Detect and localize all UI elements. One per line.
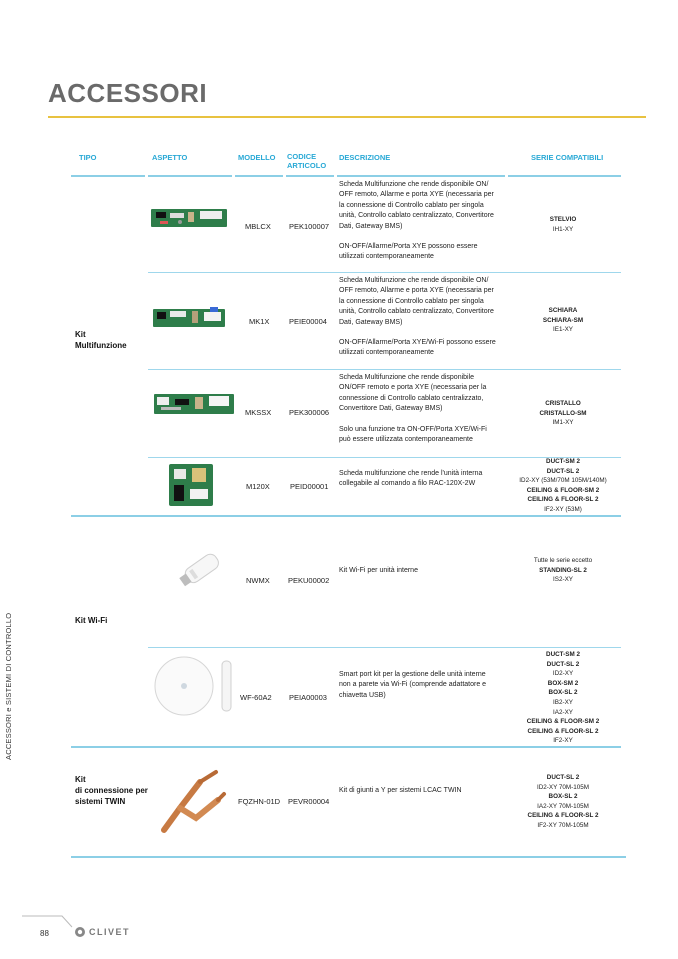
row-7-modello: FQZHN-01D <box>238 797 281 806</box>
mk1x-board-image <box>152 306 226 330</box>
row-4-codice: PEID00001 <box>290 482 329 491</box>
header-aspetto: ASPETTO <box>152 153 188 162</box>
row-5-serie: Tutte le serie eccetto STANDING-SL 2 IS2-XY <box>533 557 593 584</box>
row-divider <box>148 369 621 370</box>
header-serie: SERIE COMPATIBILI <box>531 153 604 162</box>
mblcx-board-image <box>150 207 228 229</box>
row-divider <box>148 647 621 648</box>
row-1-serie: STELVIO IH1-XY <box>549 216 577 233</box>
row-2-codice: PEIE00004 <box>289 317 327 326</box>
header-tipo: TIPO <box>79 153 97 162</box>
page-number: 88 <box>40 929 49 938</box>
row-3-modello: MKSSX <box>245 408 272 417</box>
row-2-descrizione: Scheda Multifunzione che rende disponibile ON/ OFF remoto, Allarme e porta XYE (necessaria per la connessione di Controllo cablato per singola unità, Controllo cablato centralizzato, Convertitore Dati, Gateway BMS) ON-OFF/Allarme/Porta XYE/Wi-Fi possono essere utilizzati contemporaneamente <box>339 277 496 357</box>
header-codice-line1: CODICE <box>287 152 317 161</box>
row-7-serie: DUCT-SL 2 ID2-XY 70M-105M BOX-SL 2 IA2-XY 70M-105M CEILING & FLOOR-SL 2 IF2-XY 70M-105M <box>527 774 599 829</box>
row-7-codice: PEVR00004 <box>288 797 330 806</box>
page-title: ACCESSORI <box>48 78 208 108</box>
header-rule <box>337 175 505 177</box>
row-3-serie: CRISTALLO CRISTALLO-SM IM1-XY <box>539 400 587 427</box>
side-section-label: ACCESSORI e SISTEMI DI CONTROLLO <box>4 612 13 760</box>
row-3-codice: PEK300006 <box>289 408 330 417</box>
row-1-modello: MBLCX <box>245 222 271 231</box>
header-modello: MODELLO <box>238 153 276 162</box>
row-6-descrizione: Smart port kit per la gestione delle unità interne non a parete via Wi-Fi (comprende adattatore e chiavetta USB) <box>339 671 487 699</box>
wf60a2-smart-port-image <box>152 653 236 719</box>
header-rule <box>148 175 232 177</box>
row-divider <box>148 272 621 273</box>
row-6-serie: DUCT-SM 2 DUCT-SL 2 ID2-XY BOX-SM 2 BOX-SL 2 IB2-XY IA2-XY CEILING & FLOOR-SM 2 CEILING & FLOOR-SL 2 IF2-XY <box>526 651 600 745</box>
row-4-modello: M120X <box>246 482 270 491</box>
brand-name: CLIVET <box>89 927 131 937</box>
row-3-descrizione: Scheda Multifunzione che rende disponibile ON/OFF remoto e porta XYE (necessaria per la connessione di Controllo cablato centralizzato, Convertitore Dati, Gateway BMS) Solo una funzione tra ON-OFF/Porta XYE/Wi-Fi può essere utilizzata contemporaneamente <box>339 374 487 444</box>
header-rule <box>71 175 145 177</box>
row-1-descrizione: Scheda Multifunzione che rende disponibile ON/ OFF remoto, Allarme e porta XYE (necessaria per la connessione di Controllo cablato per singola unità, Controllo cablato centralizzato, Convertitore Dati, Gateway BMS) ON-OFF/Allarme/Porta XYE possono essere utilizzati contemporaneamente <box>339 181 494 261</box>
row-1-codice: PEK100007 <box>289 222 330 231</box>
group-divider <box>71 746 621 748</box>
group-kit-wifi: Kit Wi-Fi <box>75 616 108 625</box>
footer-tab-shape <box>22 914 74 928</box>
row-4-serie: DUCT-SM 2 DUCT-SL 2 ID2-XY (53M/70M 105M/140M) CEILING & FLOOR-SM 2 CEILING & FLOOR-SL 2 IF2-XY (53M) <box>519 458 607 513</box>
header-rule <box>508 175 621 177</box>
header-rule <box>235 175 283 177</box>
mkssx-board-image <box>153 391 235 417</box>
row-7-descrizione: Kit di giunti a Y per sistemi LCAC TWIN <box>339 787 462 794</box>
header-codice-line2: ARTICOLO <box>287 161 327 170</box>
clivet-logo-icon <box>74 926 86 938</box>
group-divider <box>71 515 621 517</box>
row-5-codice: PEKU00002 <box>288 576 330 585</box>
group-kit-twin: Kit di connessione per sistemi TWIN <box>75 775 148 806</box>
row-4-descrizione: Scheda multifunzione che rende l'unità interna collegabile al comando a filo RAC-120X-2W <box>339 470 483 488</box>
nwmx-wifi-dongle-image <box>176 545 226 593</box>
header-descrizione: DESCRIZIONE <box>339 153 391 162</box>
table-bottom-rule <box>71 856 626 858</box>
m120x-board-image <box>168 463 214 507</box>
row-2-serie: SCHIARA SCHIARA-SM IE1-XY <box>542 307 584 334</box>
group-kit-multifunzione: Kit Multifunzione <box>75 330 127 350</box>
row-6-codice: PEIA00003 <box>289 693 327 702</box>
header-rule <box>286 175 334 177</box>
clivet-logo <box>74 926 130 938</box>
row-6-modello: WF-60A2 <box>240 693 272 702</box>
row-2-modello: MK1X <box>249 317 270 326</box>
header-codice <box>287 152 326 170</box>
title-divider <box>48 116 646 118</box>
fqzhn-y-joint-image <box>156 768 228 834</box>
row-5-modello: NWMX <box>246 576 270 585</box>
row-5-descrizione: Kit Wi-Fi per unità interne <box>339 567 418 574</box>
